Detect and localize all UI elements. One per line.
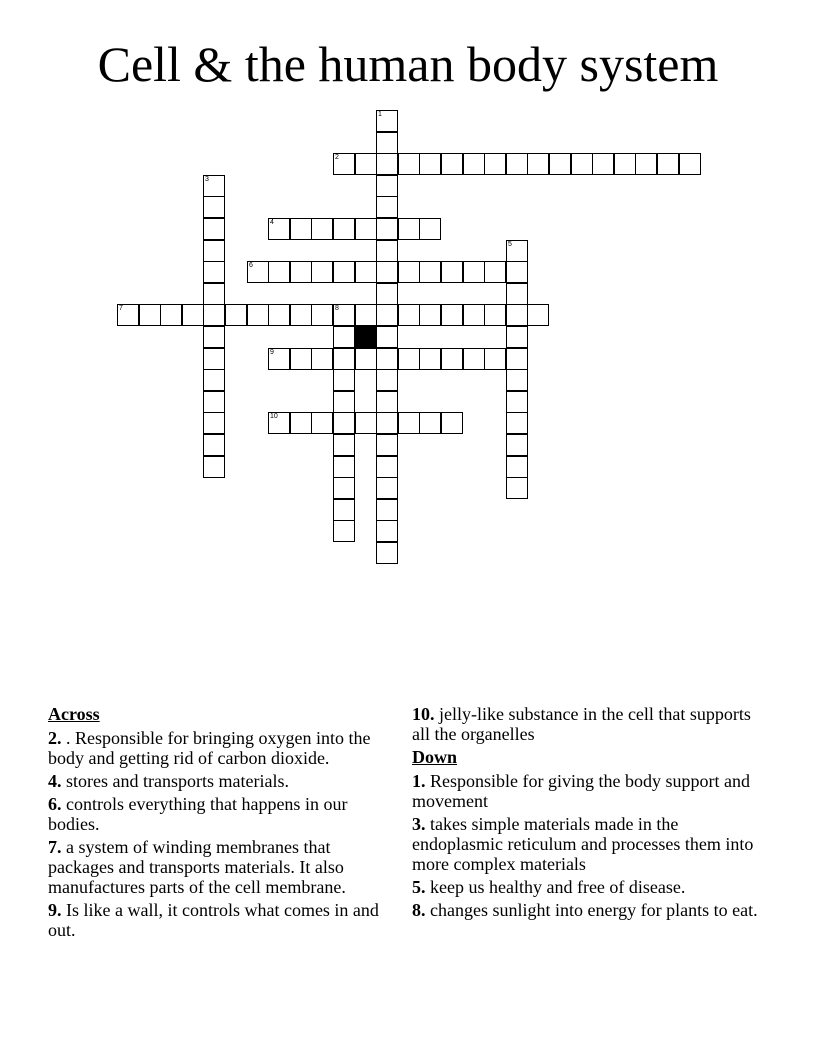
clue-down-1 — [412, 771, 772, 811]
grid-cell[interactable] — [376, 132, 398, 154]
grid-cell[interactable] — [268, 261, 290, 283]
grid-cell[interactable] — [203, 196, 225, 218]
clue-text: . Responsible for bringing oxygen into the body and getting rid of carbon dioxide. — [48, 728, 371, 768]
grid-cell[interactable] — [506, 434, 528, 456]
grid-cell[interactable] — [268, 304, 290, 326]
grid-cell[interactable] — [419, 153, 441, 175]
grid-cell[interactable] — [376, 520, 398, 542]
grid-cell[interactable] — [506, 348, 528, 370]
grid-cell[interactable] — [506, 326, 528, 348]
grid-cell[interactable] — [506, 477, 528, 499]
black-cell — [355, 326, 377, 348]
grid-cell[interactable] — [376, 153, 398, 175]
clue-number: 1. — [412, 771, 426, 791]
grid-cell[interactable] — [333, 499, 355, 521]
clue-text: Responsible for giving the body support and movement — [412, 771, 750, 811]
grid-cell[interactable] — [441, 304, 463, 326]
grid-cell[interactable] — [463, 348, 485, 370]
grid-cell[interactable] — [376, 261, 398, 283]
grid-cell[interactable] — [463, 153, 485, 175]
grid-cell[interactable] — [376, 477, 398, 499]
clue-text: a system of winding membranes that packages and transports materials. It also manufactures parts of the cell membrane. — [48, 837, 346, 897]
grid-cell[interactable] — [333, 477, 355, 499]
cell-number: 1 — [378, 111, 382, 118]
grid-cell[interactable] — [376, 218, 398, 240]
clue-number: 10. — [412, 704, 435, 724]
grid-cell[interactable] — [506, 261, 528, 283]
grid-cell[interactable] — [419, 348, 441, 370]
grid-cell[interactable] — [506, 283, 528, 305]
cell-number: 6 — [249, 262, 253, 269]
grid-cell[interactable] — [484, 153, 506, 175]
grid-cell[interactable] — [268, 412, 290, 434]
cell-number: 4 — [270, 219, 274, 226]
grid-cell[interactable] — [376, 175, 398, 197]
grid-cell[interactable] — [398, 153, 420, 175]
across-heading: Across — [48, 704, 100, 724]
grid-cell[interactable] — [376, 110, 398, 132]
grid-cell[interactable] — [376, 283, 398, 305]
grid-cell[interactable] — [311, 218, 333, 240]
grid-cell[interactable] — [398, 348, 420, 370]
grid-cell[interactable] — [311, 304, 333, 326]
grid-cell[interactable] — [333, 261, 355, 283]
grid-cell[interactable] — [376, 456, 398, 478]
grid-cell[interactable] — [376, 369, 398, 391]
grid-cell[interactable] — [290, 304, 312, 326]
clue-number: 8. — [412, 900, 426, 920]
grid-cell[interactable] — [571, 153, 593, 175]
grid-cell[interactable] — [333, 391, 355, 413]
clue-down-5 — [412, 877, 772, 897]
grid-cell[interactable] — [376, 542, 398, 564]
grid-cell[interactable] — [268, 348, 290, 370]
grid-cell[interactable] — [333, 153, 355, 175]
clue-number: 3. — [412, 814, 426, 834]
grid-cell[interactable] — [311, 412, 333, 434]
grid-cell[interactable] — [290, 218, 312, 240]
grid-cell[interactable] — [614, 153, 636, 175]
grid-cell[interactable] — [376, 412, 398, 434]
grid-cell[interactable] — [203, 348, 225, 370]
grid-cell[interactable] — [333, 520, 355, 542]
grid-cell[interactable] — [506, 304, 528, 326]
clue-number: 9. — [48, 900, 62, 920]
cell-number: 3 — [205, 176, 209, 183]
clues-left-column — [48, 704, 398, 943]
grid-cell[interactable] — [203, 412, 225, 434]
cell-number: 8 — [335, 305, 339, 312]
grid-cell[interactable] — [203, 434, 225, 456]
grid-cell[interactable] — [376, 304, 398, 326]
clue-down-3 — [412, 814, 772, 874]
grid-cell[interactable] — [333, 304, 355, 326]
grid-cell[interactable] — [506, 391, 528, 413]
grid-cell[interactable] — [117, 304, 139, 326]
grid-cell[interactable] — [506, 153, 528, 175]
grid-cell[interactable] — [527, 304, 549, 326]
grid-cell[interactable] — [635, 153, 657, 175]
grid-cell[interactable] — [333, 348, 355, 370]
clue-text: jelly-like substance in the cell that supports all the organelles — [412, 704, 751, 744]
grid-cell[interactable] — [376, 348, 398, 370]
grid-cell[interactable] — [376, 434, 398, 456]
grid-cell[interactable] — [355, 218, 377, 240]
grid-cell[interactable] — [203, 283, 225, 305]
grid-cell[interactable] — [549, 153, 571, 175]
grid-cell[interactable] — [160, 304, 182, 326]
clue-across-9 — [48, 900, 398, 940]
grid-cell[interactable] — [484, 304, 506, 326]
clues-right-column — [412, 704, 772, 923]
grid-cell[interactable] — [311, 261, 333, 283]
grid-cell[interactable] — [203, 240, 225, 262]
grid-cell[interactable] — [355, 153, 377, 175]
grid-cell[interactable] — [203, 391, 225, 413]
clue-across-2 — [48, 728, 398, 768]
grid-cell[interactable] — [376, 499, 398, 521]
clue-number: 5. — [412, 877, 426, 897]
clue-number: 4. — [48, 771, 62, 791]
grid-cell[interactable] — [225, 304, 247, 326]
grid-cell[interactable] — [333, 412, 355, 434]
grid-cell[interactable] — [657, 153, 679, 175]
grid-cell[interactable] — [398, 304, 420, 326]
clue-text: Is like a wall, it controls what comes in and out. — [48, 900, 379, 940]
cell-number: 2 — [335, 154, 339, 161]
grid-cell[interactable] — [419, 412, 441, 434]
clue-text: takes simple materials made in the endoplasmic reticulum and processes them into more complex materials — [412, 814, 754, 874]
grid-cell[interactable] — [203, 304, 225, 326]
grid-cell[interactable] — [203, 326, 225, 348]
grid-cell[interactable] — [247, 304, 269, 326]
clue-number: 6. — [48, 794, 62, 814]
down-heading: Down — [412, 747, 458, 767]
cell-number: 10 — [270, 413, 278, 420]
grid-cell[interactable] — [441, 261, 463, 283]
clue-across-6 — [48, 794, 398, 834]
grid-cell[interactable] — [355, 348, 377, 370]
grid-cell[interactable] — [268, 218, 290, 240]
clue-text: keep us healthy and free of disease. — [430, 877, 686, 897]
grid-cell[interactable] — [463, 304, 485, 326]
grid-cell[interactable] — [506, 456, 528, 478]
clue-across-10 — [412, 704, 772, 744]
grid-cell[interactable] — [355, 304, 377, 326]
grid-cell[interactable] — [506, 412, 528, 434]
grid-cell[interactable] — [203, 456, 225, 478]
clue-text: changes sunlight into energy for plants to eat. — [430, 900, 758, 920]
grid-cell[interactable] — [484, 348, 506, 370]
grid-cell[interactable] — [376, 240, 398, 262]
grid-cell[interactable] — [419, 218, 441, 240]
grid-cell[interactable] — [139, 304, 161, 326]
grid-cell[interactable] — [333, 456, 355, 478]
grid-cell[interactable] — [333, 434, 355, 456]
grid-cell[interactable] — [290, 348, 312, 370]
grid-cell[interactable] — [182, 304, 204, 326]
clue-number: 7. — [48, 837, 62, 857]
grid-cell[interactable] — [419, 304, 441, 326]
clue-across-4 — [48, 771, 398, 791]
grid-cell[interactable] — [355, 412, 377, 434]
grid-cell[interactable] — [333, 369, 355, 391]
grid-cell[interactable] — [398, 412, 420, 434]
grid-cell[interactable] — [441, 348, 463, 370]
grid-cell[interactable] — [506, 240, 528, 262]
grid-cell[interactable] — [441, 412, 463, 434]
grid-cell[interactable] — [484, 261, 506, 283]
grid-cell[interactable] — [506, 369, 528, 391]
page-title: Cell & the human body system — [97, 36, 719, 92]
grid-cell[interactable] — [376, 391, 398, 413]
cell-number: 7 — [119, 305, 123, 312]
grid-cell[interactable] — [333, 218, 355, 240]
clue-number: 2. — [48, 728, 62, 748]
grid-cell[interactable] — [203, 218, 225, 240]
grid-cell[interactable] — [679, 153, 701, 175]
grid-cell[interactable] — [247, 261, 269, 283]
grid-cell[interactable] — [311, 348, 333, 370]
grid-cell[interactable] — [441, 153, 463, 175]
clue-text: stores and transports materials. — [66, 771, 289, 791]
cell-number: 9 — [270, 349, 274, 356]
clue-across-7 — [48, 837, 398, 897]
grid-cell[interactable] — [203, 175, 225, 197]
clue-down-8 — [412, 900, 772, 920]
grid-cell[interactable] — [398, 261, 420, 283]
grid-cell[interactable] — [419, 261, 441, 283]
cell-number: 5 — [508, 241, 512, 248]
grid-cell[interactable] — [290, 261, 312, 283]
grid-cell[interactable] — [376, 196, 398, 218]
grid-cell[interactable] — [592, 153, 614, 175]
grid-cell[interactable] — [203, 369, 225, 391]
grid-cell[interactable] — [203, 261, 225, 283]
grid-cell[interactable] — [290, 412, 312, 434]
grid-cell[interactable] — [398, 218, 420, 240]
grid-cell[interactable] — [463, 261, 485, 283]
grid-cell[interactable] — [376, 326, 398, 348]
grid-cell[interactable] — [527, 153, 549, 175]
clue-text: controls everything that happens in our bodies. — [48, 794, 348, 834]
grid-cell[interactable] — [355, 261, 377, 283]
grid-cell[interactable] — [333, 326, 355, 348]
